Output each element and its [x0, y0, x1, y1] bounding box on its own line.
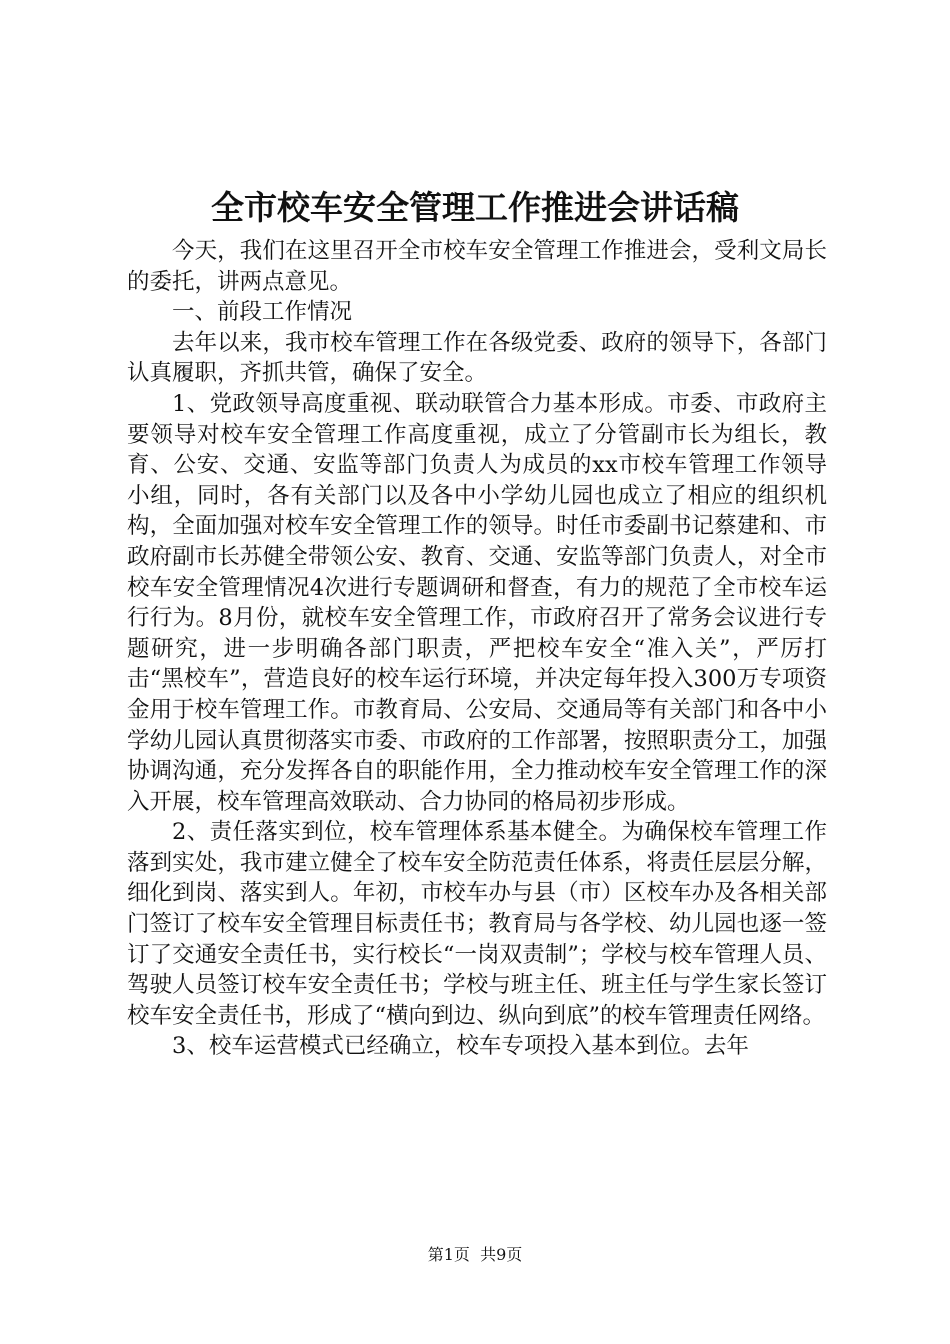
paragraph-intro: 今天，我们在这里召开全市校车安全管理工作推进会，受利文局长的委托，讲两点意见。 — [127, 238, 827, 295]
paragraph-point-3: 3、校车运营模式已经确立，校车专项投入基本到位。去年 — [172, 1033, 749, 1060]
section-heading: 一、前段工作情况 — [172, 299, 353, 326]
document-body — [127, 236, 827, 1062]
paragraph-point-2: 2、责任落实到位，校车管理体系基本健全。为确保校车管理工作落到实处，我市建立健全了校车安全防范责任体系，将责任层层分解，细化到岗、落实到人。年初，市校车办与县（市）区校车办及各相关部门签订了校车安全管理目标责任书；教育局与各学校、幼儿园也逐一签订了交通安全责任书，实行校长“一岗双责制”；学校与校车管理人员、驾驶人员签订校车安全责任书；学校与班主任、班主任与学生家长签订校车安全责任书，形成了“横向到边、纵向到底”的校车管理责任网络。 — [127, 819, 827, 1029]
document-title: 全市校车安全管理工作推进会讲话稿 — [211, 188, 739, 227]
paragraph-overview: 去年以来，我市校车管理工作在各级党委、政府的领导下，各部门认真履职，齐抓共管，确保了安全。 — [127, 329, 827, 387]
paragraph-point-1: 1、党政领导高度重视、联动联管合力基本形成。市委、市政府主要领导对校车安全管理工作高度重视，成立了分管副市长为组长，教育、公安、交通、安监等部门负责人为成员的xx市校车管理工作领导小组，同时，各有关部门以及各中小学幼儿园也成立了相应的组织机构，全面加强对校车安全管理工作的领导。时任市委副书记蔡建和、市政府副市长苏健全带领公安、教育、交通、安监等部门负责人，对全市校车安全管理情况4次进行专题调研和督查，有力的规范了全市校车运行行为。8月份，就校车安全管理工作，市政府召开了常务会议进行专题研究，进一步明确各部门职责，严把校车安全“准入关”，严厉打击“黑校车”，营造良好的校车运行环境，并决定每年投入300万专项资金用于校车管理工作。市教育局、公安局、交通局等有关部门和各中小学幼儿园认真贯彻落实市委、市政府的工作部署，按照职责分工，加强协调沟通，充分发挥各自的职能作用，全力推动校车安全管理工作的深入开展，校车管理高效联动、合力协同的格局初步形成。 — [127, 390, 827, 815]
page-footer: 第1页 共9页 — [427, 1245, 523, 1264]
